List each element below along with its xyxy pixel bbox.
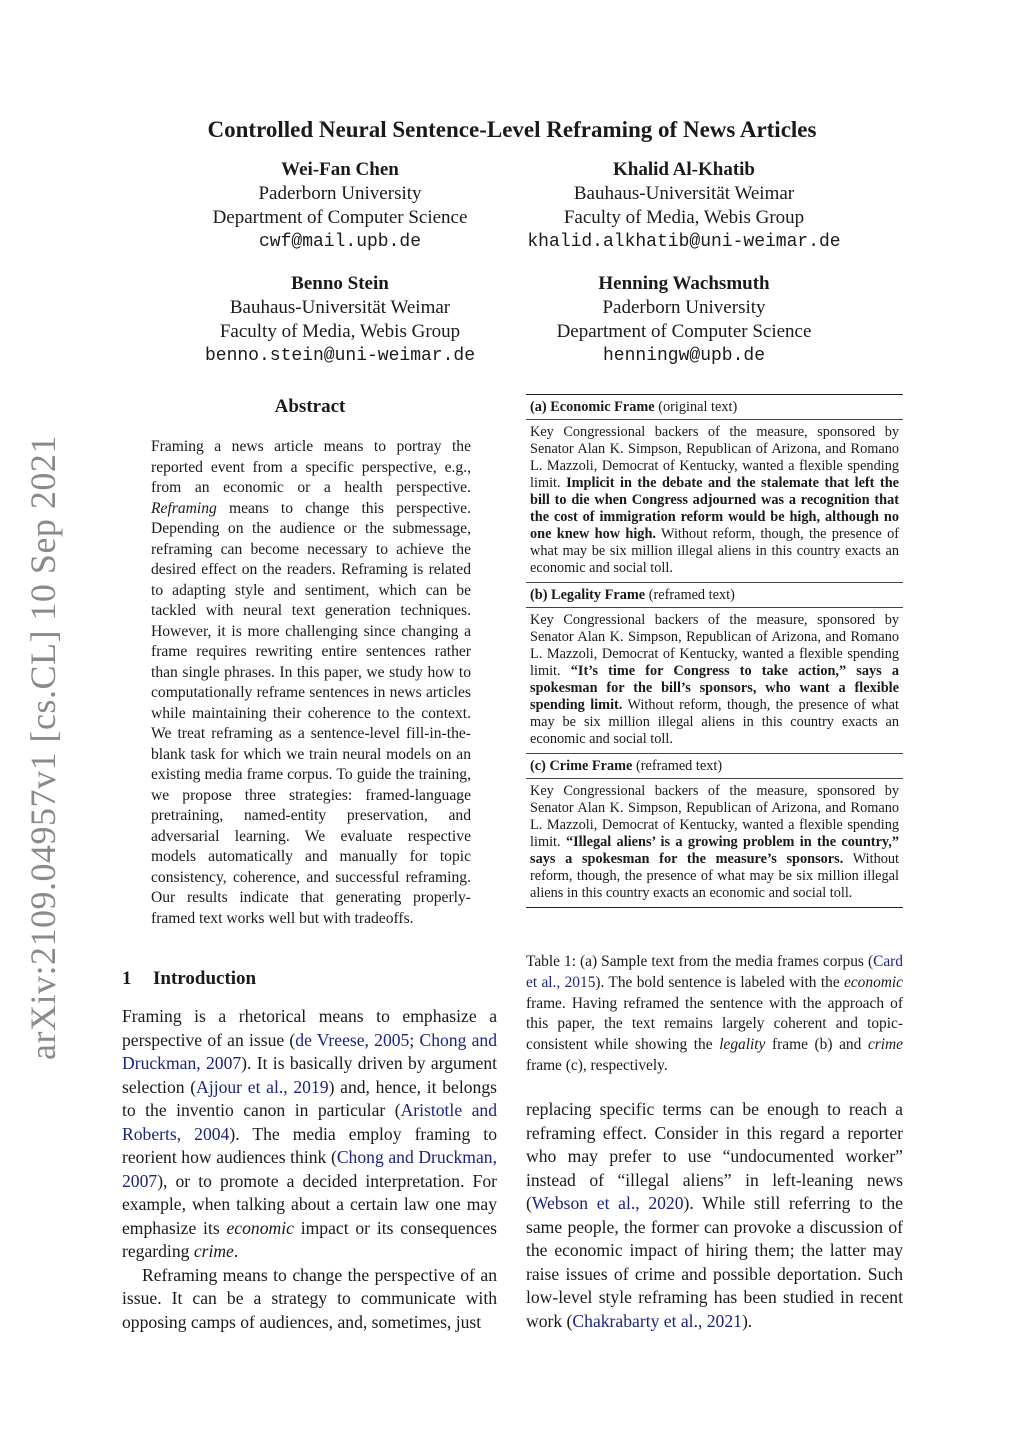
author-name: Benno Stein: [291, 273, 389, 294]
author-email[interactable]: khalid.alkhatib@uni-weimar.de: [527, 232, 841, 252]
labeled-sentence: “Illegal aliens’ is a growing problem in the country,” says a spokesman for the measure’s sponsors.: [530, 834, 899, 867]
emphasis: crime: [193, 1241, 234, 1261]
text-run: ) and, hence, it belongs to the inventio canon in particular (: [122, 1076, 497, 1120]
citation-link[interactable]: Chong and Druckman, 2007: [122, 1029, 497, 1073]
author-department: Faculty of Media, Webis Group: [563, 207, 805, 228]
text-run: ).: [741, 1310, 753, 1331]
citation-link[interactable]: Chakrabarty et al., 2021: [572, 1310, 742, 1331]
text-run: Without reform, though, the presence of what may be six million illegal aliens in this country exacts an economic and social toll.: [530, 697, 899, 747]
labeled-sentence: “It’s time for Congress to take action,” says a spokesman for the bill’s sponsors, who want a flexible spending limit.: [530, 663, 899, 713]
text-run: impact or its consequences regarding: [122, 1217, 497, 1261]
author-affiliation: Paderborn University: [602, 297, 766, 318]
emphasis: legality: [719, 1036, 766, 1054]
frame-label: (b) Legality Frame: [530, 587, 646, 603]
table-cell: [526, 779, 903, 907]
abstract-heading: Abstract: [274, 396, 346, 417]
frame-note: (reframed text): [645, 587, 735, 603]
text-run: ;: [409, 1029, 420, 1050]
author-department: Faculty of Media, Webis Group: [219, 321, 461, 342]
abstract-emphasis: Reframing: [151, 499, 217, 517]
paragraph: Reframing means to change the perspective of an issue. It can be a strategy to communicate with opposing camps of audiences, and, sometimes, just: [122, 1264, 497, 1332]
section-title: Introduction: [153, 968, 257, 989]
paragraph: [526, 1098, 903, 1333]
frame-note: (original text): [654, 399, 738, 415]
text-run: .: [233, 1241, 239, 1261]
citation-link[interactable]: Aristotle and Roberts, 2004: [122, 1100, 497, 1144]
author-department: Department of Computer Science: [556, 321, 812, 342]
citation-link[interactable]: Ajjour et al., 2019: [196, 1076, 329, 1097]
section-number: 1: [122, 968, 132, 989]
abstract-text: [151, 437, 471, 929]
author-name: Khalid Al-Khatib: [612, 159, 756, 180]
intro-right-column: [526, 1098, 903, 1333]
emphasis: economic: [844, 973, 903, 991]
labeled-sentence: Implicit in the debate and the stalemate that left the bill to die when Congress adjourned was a recognition that the cost of immigration reform would be high, although no one knew how high.: [530, 475, 899, 542]
table-cell: [526, 420, 903, 582]
author-affiliation: Paderborn University: [258, 183, 422, 204]
text-run: ), or to promote a decided interpretation. For example, when talking about a certain law one may emphasize its: [122, 1170, 497, 1238]
text-run: frame. Having reframed the sentence with the approach of this paper, the text remains largely coherent and topic-consistent while showing the: [526, 994, 903, 1054]
text-run: replacing specific terms can be enough to reach a reframing effect. Consider in this regard a reporter who may prefer to use “undocumented worker” instead of “illegal aliens” in left-leaning news (: [526, 1099, 903, 1213]
author-block: [494, 158, 874, 254]
arxiv-stamp: arXiv:2109.04957v1 [cs.CL] 10 Sep 2021: [23, 435, 63, 1060]
citation-link[interactable]: Chong and Druckman, 2007: [122, 1147, 497, 1191]
abstract-part: Framing a news article means to portray the reported event from a specific perspective, e.g., from an economic or a health perspective.: [151, 438, 471, 496]
author-affiliation: Bauhaus-Universität Weimar: [229, 297, 451, 318]
text-run: ). The bold sentence is labeled with the: [595, 973, 845, 991]
frame-label: (c) Crime Frame: [530, 758, 633, 774]
table-row-header: [526, 754, 903, 778]
text-run: Without reform, though, the presence of what may be six million illegal aliens in this country exacts an economic and social toll.: [530, 851, 899, 901]
table-row-header: [526, 583, 903, 607]
section-heading: [122, 968, 256, 990]
author-block: [190, 158, 490, 254]
citation-link[interactable]: Card et al., 2015: [526, 953, 903, 991]
author-name: Wei-Fan Chen: [281, 159, 399, 180]
frame-label: (a) Economic Frame: [530, 399, 655, 415]
text-run: Framing is a rhetorical means to emphasize a perspective of an issue (: [122, 1006, 497, 1050]
intro-left-column: [122, 1005, 497, 1334]
frames-table: [526, 394, 903, 908]
text-run: Key Congressional backers of the measure, sponsored by Senator Alan K. Simpson, Republican of Arizona, and Romano L. Mazzoli, Democrat of Kentucky, wanted a flexible spending limit.: [530, 612, 899, 679]
author-email[interactable]: cwf@mail.upb.de: [258, 232, 422, 252]
emphasis: economic: [226, 1217, 294, 1238]
text-run: ). The media employ framing to reorient how audiences think (: [122, 1123, 497, 1167]
table-caption: [526, 952, 903, 1077]
author-department: Department of Computer Science: [212, 207, 468, 228]
text-run: frame (c), respectively.: [526, 1056, 668, 1074]
abstract-part: means to change this perspective. Depending on the audience or the submessage, reframing can become necessary to achieve the desired effect on the readers. Reframing is related to adapting style and sentiment, which can be tackled with neural text generation techniques. However, it is more challenging since changing a frame requires rewriting entire sentences rather than single phrases. In this paper, we study how to computationally reframe sentences in news articles while maintaining their coherence to the context. We treat reframing as a sentence-level fill-in-the-blank task for which we train neural models on an existing media frame corpus. To guide the training, we propose three strategies: framed-language pretraining, named-entity preservation, and adversarial learning. We evaluate respective models automatically and manually for topic consistency, coherence, and successful reframing. Our results indicate that generating properly-framed text works well but with tradeoffs.: [151, 499, 471, 927]
author-block: [520, 272, 848, 368]
author-email[interactable]: benno.stein@uni-weimar.de: [204, 346, 476, 366]
frame-note: (reframed text): [632, 758, 723, 774]
emphasis: crime: [867, 1036, 903, 1054]
text-run: Table 1: (a) Sample text from the media frames corpus (: [526, 953, 874, 970]
text-run: Key Congressional backers of the measure, sponsored by Senator Alan K. Simpson, Republican of Arizona, and Romano L. Mazzoli, Democrat of Kentucky, wanted a flexible spending limit.: [530, 424, 899, 491]
author-block: [180, 272, 500, 368]
table-cell: [526, 608, 903, 753]
text-run: Key Congressional backers of the measure, sponsored by Senator Alan K. Simpson, Republican of Arizona, and Romano L. Mazzoli, Democrat of Kentucky, wanted a flexible spending limit.: [530, 783, 899, 850]
table-bottom-rule: [526, 907, 903, 908]
citation-link[interactable]: Webson et al., 2020: [531, 1193, 684, 1213]
author-email[interactable]: henningw@upb.de: [602, 346, 766, 366]
author-affiliation: Bauhaus-Universität Weimar: [573, 183, 795, 204]
text-run: Without reform, though, the presence of what may be six million illegal aliens in this country exacts an economic and social toll.: [530, 526, 899, 576]
text-run: ). It is basically driven by argument selection (: [122, 1053, 498, 1097]
citation-link[interactable]: de Vreese, 2005: [295, 1029, 410, 1050]
text-run: ). While still referring to the same people, the former can provoke a discussion of the economic impact of hiring them; the latter may raise issues of crime and possible deportation. Such low-level style reframing has been studied in recent work (: [526, 1193, 903, 1331]
author-name: Henning Wachsmuth: [598, 273, 770, 294]
paper-title: Controlled Neural Sentence-Level Reframing of News Articles: [207, 117, 817, 142]
table-row-header: [526, 395, 903, 419]
text-run: frame (b) and: [765, 1036, 868, 1054]
paragraph: [122, 1005, 497, 1264]
